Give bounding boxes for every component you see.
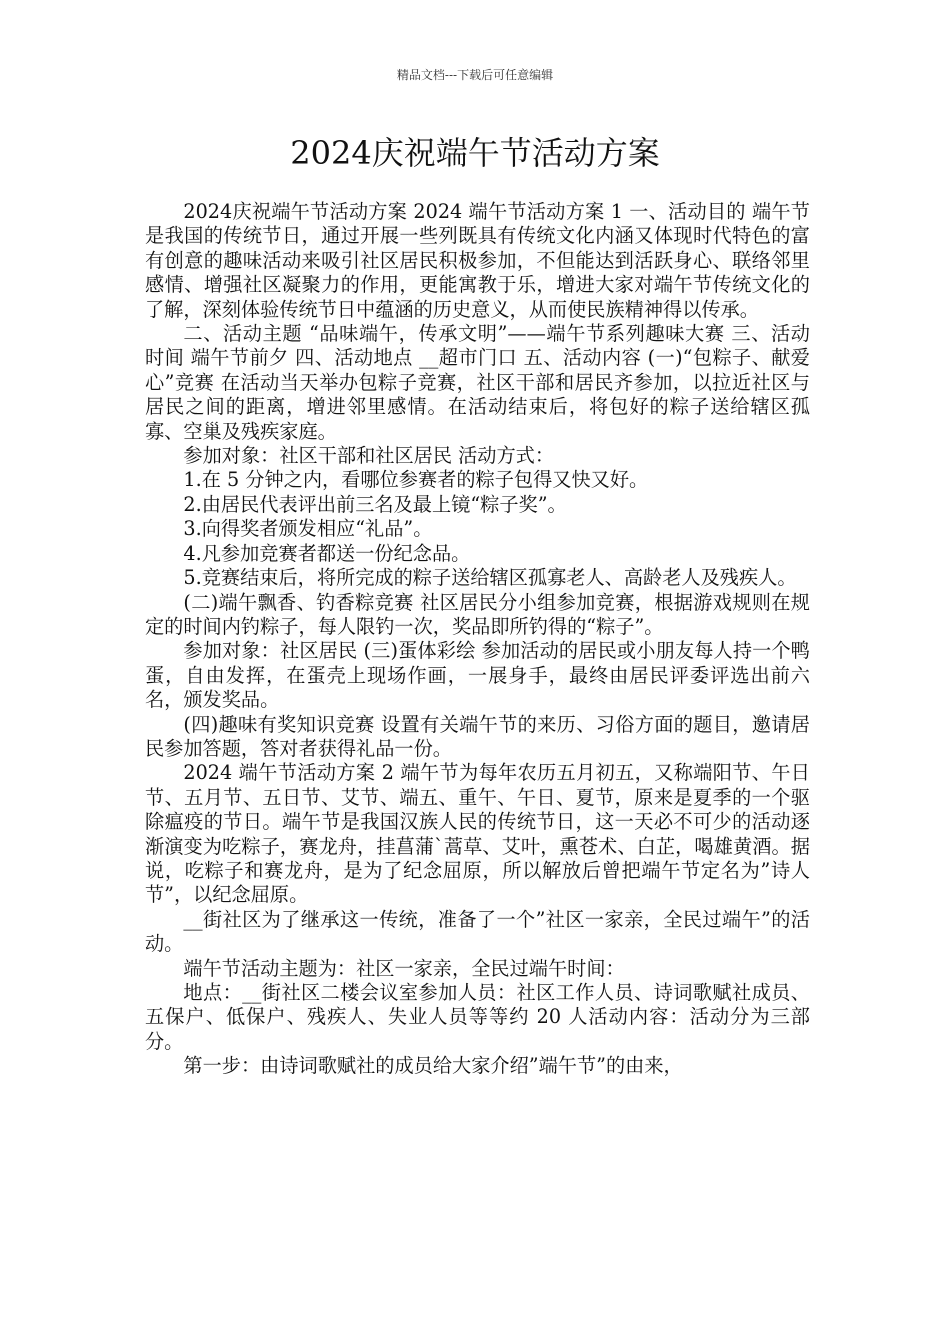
paragraph: 2024 端午节活动方案 2 端午节为每年农历五月初五，又称端阳节、午日节、五月节、五日节、艾节、端五、重午、午日、夏节，原来是夏季的一个驱除瘟疫的节日。端午节是我国汉族人民的传统节日，这一天必不可少的活动逐渐演变为吃粽子，赛龙舟，挂菖蒲`蒿草、艾叶，熏苍术、白芷，喝雄黄酒。据说，吃粽子和赛龙舟，是为了纪念屈原，所以解放后曾把端午节定名为”诗人节”，以纪念屈原。	[145, 761, 810, 907]
page-header: 精品文档---下载后可任意编辑	[396, 68, 554, 82]
paragraph: 2.由居民代表评出前三名及最上镜“粽子奖”。	[183, 492, 567, 516]
paragraph: 地点：__街社区二楼会议室参加人员：社区工作人员、诗词歌赋社成员、五保户、低保户、残疾人、失业人员等等约 20 人活动内容：活动分为三部分。	[145, 981, 810, 1053]
paragraph: 参加对象：社区居民 (三)蛋体彩绘 参加活动的居民或小朋友每人持一个鸭蛋，自由发挥，在蛋壳上现场作画，一展身手，最终由居民评委评选出前六名，颁发奖品。	[145, 639, 810, 712]
paragraph: 端午节活动主题为：社区一家亲，全民过端午时间：	[183, 956, 625, 980]
paragraph: 2024庆祝端午节活动方案 2024 端午节活动方案 1 一、活动目的 端午节是我国的传统节日，通过开展一些列既具有传统文化内涵又体现时代特色的富有创意的趣味活动来吸引社区居民积极参加，不但能达到活跃身心、联络邻里感情、增强社区凝聚力的作用，更能寓教于乐，增进大家对端午节传统文化的了解，深刻体验传统节日中蕴涵的历史意义，从而使民族精神得以传承。	[145, 200, 810, 321]
paragraph: (二)端午飘香、钓香粽竞赛 社区居民分小组参加竞赛，根据游戏规则在规定的时间内钓粽子，每人限钓一次，奖品即所钓得的“粽子”。	[145, 590, 810, 638]
paragraph: 参加对象：社区干部和社区居民 活动方式：	[183, 444, 555, 468]
paragraph: __街社区为了继承这一传统，准备了一个”社区一家亲，全民过端午”的活动。	[145, 907, 810, 956]
paragraph: 5.竞赛结束后，将所完成的粽子送给辖区孤寡老人、高龄老人及残疾人。	[183, 566, 797, 590]
paragraph: 二、活动主题 “品味端午，传承文明”——端午节系列趣味大赛 三、活动时间 端午节前夕 四、活动地点 __超市门口 五、活动内容 (一)“包粽子、献爱心”竞赛 在活动当天举办包粽子竞赛，社区干部和居民齐参加，以拉近社区与居民之间的距离，增进邻里感情。在活动结束后，将包好的粽子送给辖区孤寡、空巢及残疾家庭。	[145, 322, 810, 443]
paragraph: 第一步：由诗词歌赋社的成员给大家介绍”端午节”的由来，	[183, 1054, 683, 1078]
paragraph: 1.在 5 分钟之内，看哪位参赛者的粽子包得又快又好。	[183, 468, 649, 492]
paragraph: 4.凡参加竞赛者都送一份纪念品。	[183, 541, 471, 565]
document-title: 2024庆祝端午节活动方案	[290, 134, 660, 172]
paragraph: 3.向得奖者颁发相应“礼品”。	[183, 517, 433, 541]
paragraph: (四)趣味有奖知识竞赛 设置有关端午节的来历、习俗方面的题目，邀请居民参加答题，答对者获得礼品一份。	[145, 712, 810, 760]
document-body	[145, 200, 810, 1079]
